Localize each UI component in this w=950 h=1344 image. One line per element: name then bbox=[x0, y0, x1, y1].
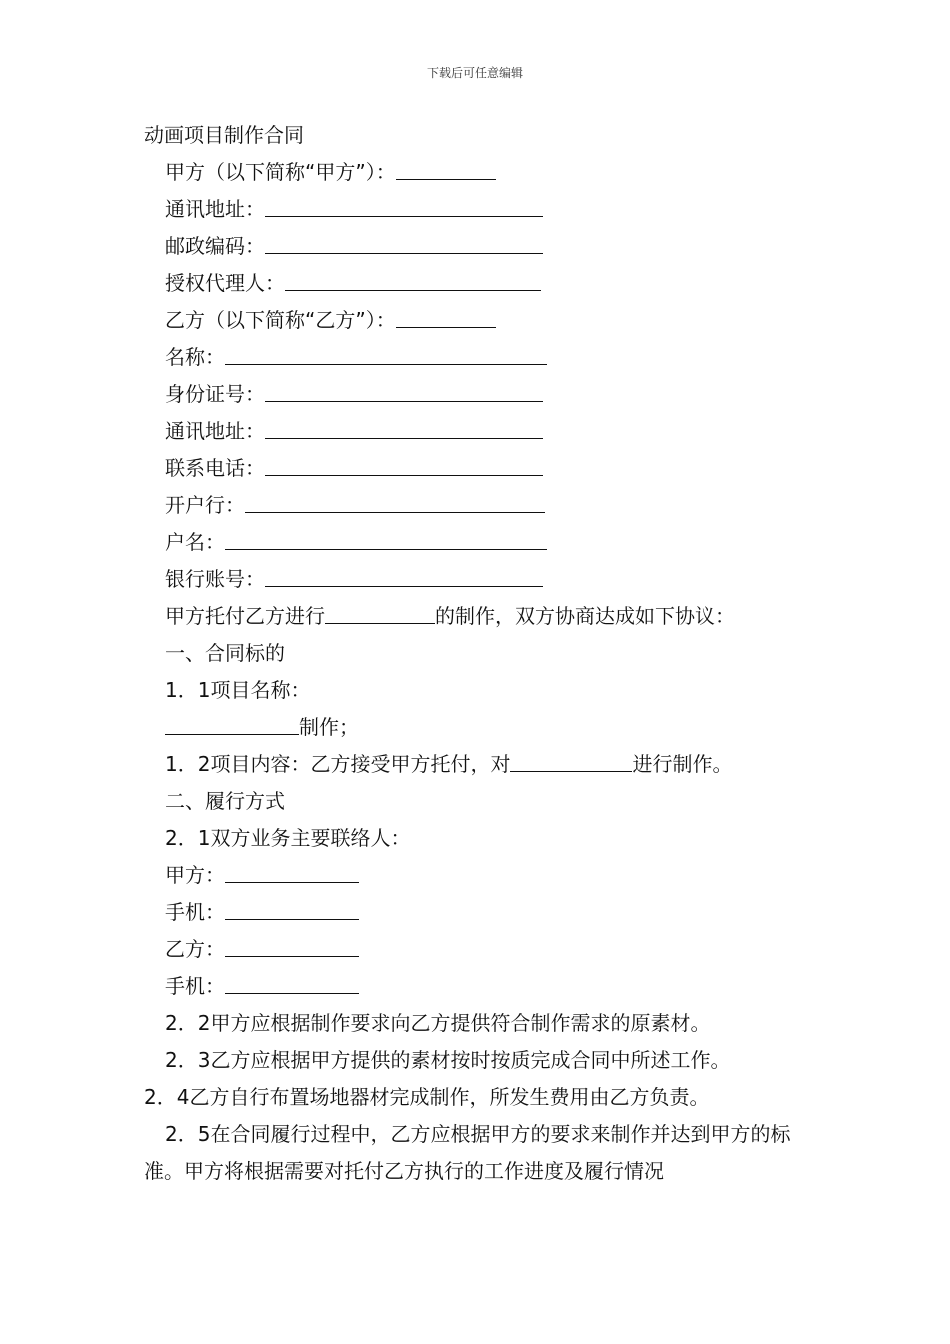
party-a-line bbox=[144, 154, 814, 191]
party-b-id-line bbox=[144, 376, 814, 413]
party-b-name-line bbox=[144, 339, 814, 376]
section-1-heading: 一、合同标的 bbox=[165, 641, 285, 665]
party-b-address-line bbox=[144, 413, 814, 450]
contract-body bbox=[144, 117, 814, 1190]
item-1-1-name-line bbox=[144, 709, 814, 746]
party-b-bank-blank[interactable] bbox=[245, 490, 545, 513]
item-1-1: 1．1项目名称： bbox=[165, 678, 311, 702]
contact-a-label: 甲方： bbox=[165, 863, 225, 887]
item-1-2 bbox=[144, 746, 814, 783]
contact-b-line bbox=[144, 931, 814, 968]
mobile-a-blank[interactable] bbox=[225, 897, 359, 920]
contact-b-blank[interactable] bbox=[225, 934, 359, 957]
item-1-2-after: 进行制作。 bbox=[632, 752, 733, 776]
project-name-blank[interactable] bbox=[165, 712, 299, 735]
party-a-postcode-blank[interactable] bbox=[265, 231, 543, 254]
party-b-id-label: 身份证号： bbox=[165, 382, 265, 406]
party-b-address-label: 通讯地址： bbox=[165, 419, 265, 443]
party-a-agent-blank[interactable] bbox=[285, 268, 541, 291]
party-b-phone-blank[interactable] bbox=[265, 453, 543, 476]
contact-a-blank[interactable] bbox=[225, 860, 359, 883]
party-b-name-label: 名称： bbox=[165, 345, 225, 369]
item-2-1: 2．1双方业务主要联络人： bbox=[165, 826, 411, 850]
intro-before: 甲方托付乙方进行 bbox=[165, 604, 325, 628]
item-2-5: 2．5在合同履行过程中，乙方应根据甲方的要求来制作并达到甲方的标准。甲方将根据需要对托付乙方执行的工作进度及履行情况 bbox=[144, 1122, 791, 1183]
contact-a-line bbox=[144, 857, 814, 894]
party-a-address-line bbox=[144, 191, 814, 228]
mobile-a-line bbox=[144, 894, 814, 931]
party-b-account-name-blank[interactable] bbox=[225, 527, 547, 550]
party-b-id-blank[interactable] bbox=[265, 379, 543, 402]
item-1-2-before: 1．2项目内容：乙方接受甲方托付，对 bbox=[165, 752, 511, 776]
party-b-phone-label: 联系电话： bbox=[165, 456, 265, 480]
party-a-postcode-line bbox=[144, 228, 814, 265]
party-b-label: 乙方（以下简称“乙方”）： bbox=[165, 308, 396, 332]
item-2-2: 2．2甲方应根据制作要求向乙方提供符合制作需求的原素材。 bbox=[165, 1011, 711, 1035]
contact-b-label: 乙方： bbox=[165, 937, 225, 961]
item-2-4: 2．4乙方自行布置场地器材完成制作，所发生费用由乙方负责。 bbox=[144, 1085, 710, 1109]
party-a-label: 甲方（以下简称“甲方”）： bbox=[165, 160, 396, 184]
party-b-account-no-label: 银行账号： bbox=[165, 567, 265, 591]
mobile-b-label: 手机： bbox=[165, 974, 225, 998]
item-2-3: 2．3乙方应根据甲方提供的素材按时按质完成合同中所述工作。 bbox=[165, 1048, 731, 1072]
party-b-address-blank[interactable] bbox=[265, 416, 543, 439]
intro-blank[interactable] bbox=[325, 601, 435, 624]
mobile-b-blank[interactable] bbox=[225, 971, 359, 994]
party-b-blank[interactable] bbox=[396, 305, 496, 328]
mobile-a-label: 手机： bbox=[165, 900, 225, 924]
intro-after: 的制作，双方协商达成如下协议： bbox=[435, 604, 735, 628]
party-b-account-name-label: 户名： bbox=[165, 530, 225, 554]
page-header: 下载后可任意编辑 bbox=[426, 66, 523, 80]
section-2-heading: 二、履行方式 bbox=[165, 789, 285, 813]
item-1-1-suffix: 制作； bbox=[299, 715, 359, 739]
party-a-blank[interactable] bbox=[396, 157, 496, 180]
party-b-name-blank[interactable] bbox=[225, 342, 547, 365]
project-content-blank[interactable] bbox=[510, 749, 632, 772]
party-a-agent-label: 授权代理人： bbox=[165, 271, 285, 295]
party-b-bank-label: 开户行： bbox=[165, 493, 245, 517]
party-b-account-name-line bbox=[144, 524, 814, 561]
intro-line bbox=[144, 598, 814, 635]
party-b-account-no-blank[interactable] bbox=[265, 564, 543, 587]
party-b-bank-line bbox=[144, 487, 814, 524]
party-b-line bbox=[144, 302, 814, 339]
party-a-address-label: 通讯地址： bbox=[165, 197, 265, 221]
party-b-phone-line bbox=[144, 450, 814, 487]
party-b-account-no-line bbox=[144, 561, 814, 598]
party-a-postcode-label: 邮政编码： bbox=[165, 234, 265, 258]
party-a-address-blank[interactable] bbox=[265, 194, 543, 217]
party-a-agent-line bbox=[144, 265, 814, 302]
document-title: 动画项目制作合同 bbox=[144, 123, 304, 147]
mobile-b-line bbox=[144, 968, 814, 1005]
